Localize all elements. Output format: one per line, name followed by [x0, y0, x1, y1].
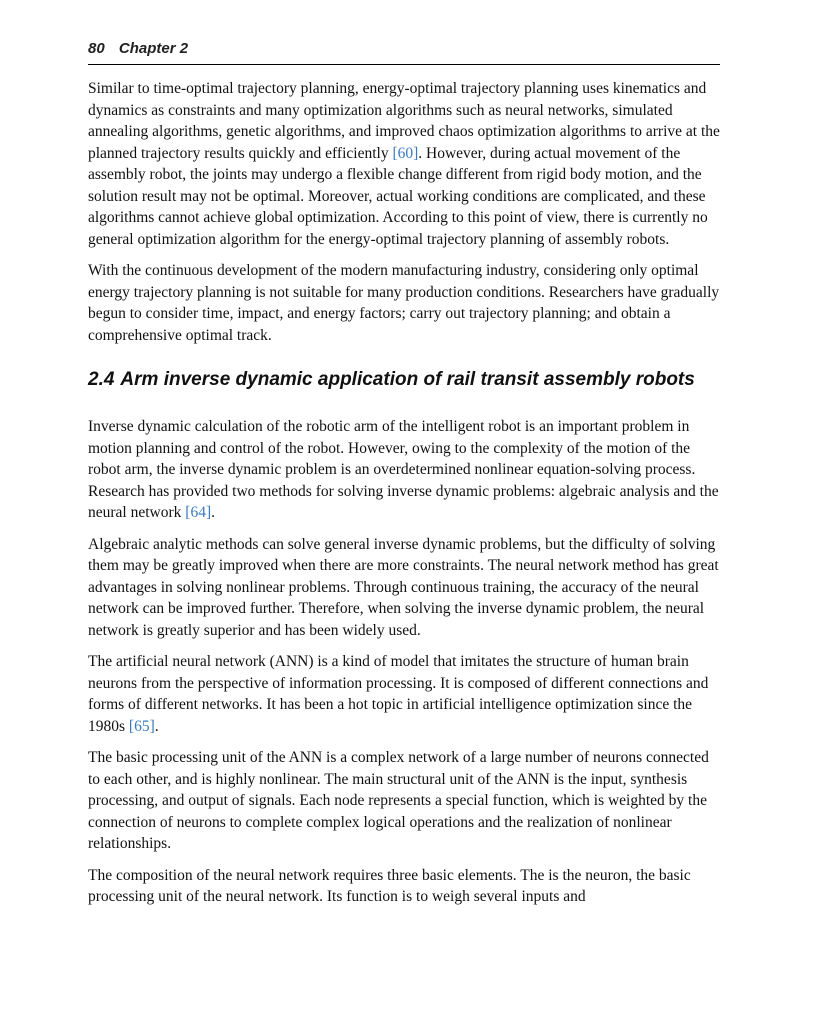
body-text	[88, 78, 720, 918]
paragraph: Algebraic analytic methods can solve general inverse dynamic problems, but the difficulty of solving them may be greatly improved when there are more constraints. The neural network method has great advantages in solving nonlinear problems. Through continuous training, the accuracy of the neural network can be improved further. Therefore, when solving the inverse dynamic problem, the neural network is greatly superior and has been widely used.	[88, 535, 719, 639]
paragraph-text: Inverse dynamic calculation of the robotic arm of the intelligent robot is an important problem in motion planning and control of the robot. However, owing to the complexity of the motion of the robot arm, the inverse dynamic problem is an overdetermined nonlinear equation-solving process. Research has provided two methods for solving inverse dynamic problems: algebraic analysis and the neural network	[88, 418, 719, 521]
paragraph: The composition of the neural network requires three basic elements. The is the neuron, the basic processing unit of the neural network. Its function is to weigh several inputs and	[88, 866, 691, 905]
paragraph	[88, 416, 720, 524]
section-title: Arm inverse dynamic application of rail transit assembly robots	[120, 369, 695, 390]
citation-link[interactable]: [65]	[128, 717, 155, 735]
section-heading	[88, 368, 720, 392]
running-head	[88, 38, 720, 65]
paragraph-text: Similar to time-optimal trajectory planning, energy-optimal trajectory planning uses kinematics and dynamics as constraints and many optimization algorithms such as neural networks, simulated annealing algorithms, genetic algorithms, and improved chaos optimization algorithms to arrive at the planned trajectory results quickly and efficiently	[88, 80, 720, 162]
paragraph	[88, 78, 720, 250]
paragraph: The basic processing unit of the ANN is a complex network of a large number of neurons connected to each other, and is highly nonlinear. The main structural unit of the ANN is the input, synthesis processing, and output of signals. Each node represents a special function, which is weighted by the connection of neurons to complete complex logical operations and the realization of nonlinear relationships.	[88, 749, 709, 852]
paragraph-text: . However, during actual movement of the assembly robot, the joints may undergo a flexible change different from rigid body motion, and the solution result may not be optimal. Moreover, actual working conditions are complicated, and these algorithms cannot achieve global optimization. According to this point of view, there is currently no general optimization algorithm for the energy-optimal trajectory planning of assembly robots.	[88, 144, 708, 248]
page-number: 80	[88, 40, 105, 57]
chapter-label: Chapter 2	[118, 40, 189, 57]
paragraph-text: .	[154, 717, 159, 735]
citation-link[interactable]: [64]	[185, 504, 212, 521]
paragraph-text: The artificial neural network (ANN) is a kind of model that imitates the structure of human brain neurons from the perspective of information processing. It is composed of different connections and forms of different networks. It has been a hot topic in artificial intelligence optimization since the 1980s	[88, 653, 709, 735]
paragraph: With the continuous development of the modern manufacturing industry, considering only optimal energy trajectory planning is not suitable for many production conditions. Researchers have gradually begun to consider time, impact, and energy factors; carry out trajectory planning; and obtain a comprehensive optimal track.	[88, 262, 720, 344]
citation-link[interactable]: [60]	[392, 144, 419, 162]
section-number: 2.4	[88, 369, 115, 390]
paragraph	[88, 651, 720, 737]
paragraph-text: .	[211, 504, 215, 521]
